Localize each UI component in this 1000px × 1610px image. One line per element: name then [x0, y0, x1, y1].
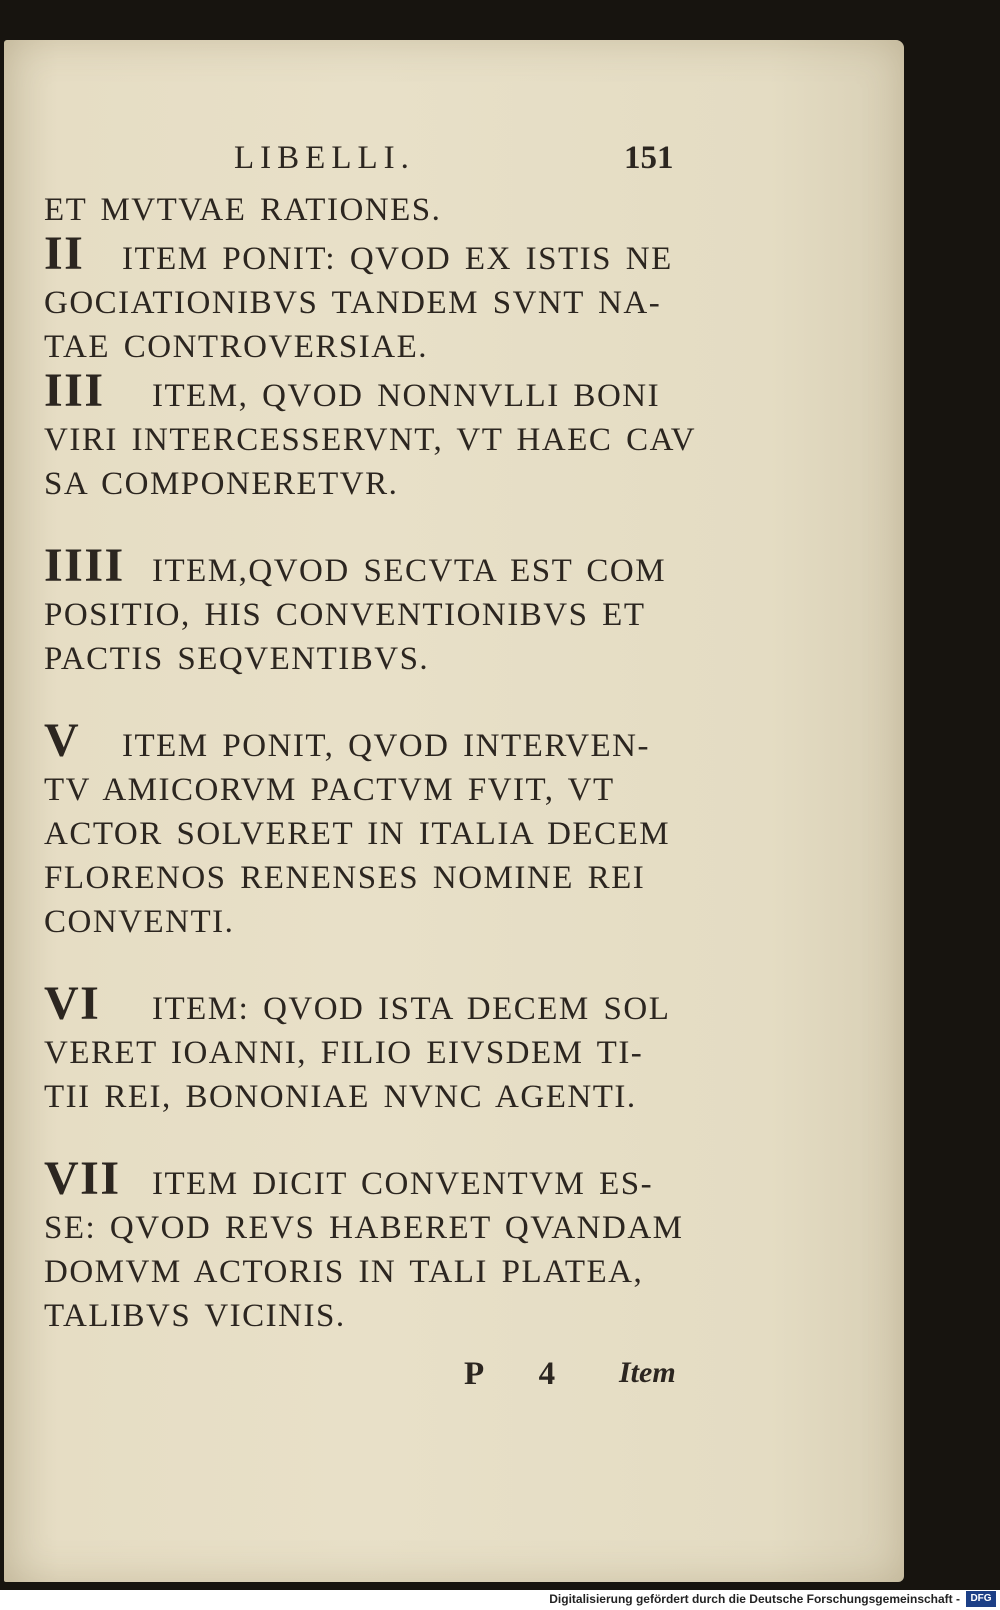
text-line: SA COMPONERETVR. [44, 466, 399, 502]
paragraph-iii [44, 364, 697, 506]
paragraph-numeral: VII [44, 1152, 121, 1205]
text-line: SE: QVOD REVS HABERET QVANDAM [44, 1210, 684, 1246]
dfg-logo: DFG [966, 1591, 996, 1607]
running-title: LIBELLI. [234, 140, 415, 176]
text-line [44, 714, 694, 768]
running-head [44, 140, 694, 188]
text-line [44, 977, 694, 1031]
text-line: TAE CONTROVERSIAE. [44, 329, 429, 365]
text-line-content: ITEM, QVOD NONNVLLI BONI [152, 378, 661, 414]
text-line [44, 539, 694, 593]
text-line-content: ITEM PONIT, QVOD INTERVEN- [122, 728, 651, 764]
paragraph-iiii [44, 539, 694, 681]
page-number: 151 [624, 140, 674, 176]
text-line: VIRI INTERCESSERVNT, VT HAEC CAV [44, 422, 697, 458]
text-line: PACTIS SEQVENTIBVS. [44, 641, 430, 677]
book-page [4, 40, 904, 1582]
text-line [44, 227, 694, 281]
paragraph-continuation [44, 188, 694, 232]
text-line: TII REI, BONONIAE NVNC AGENTI. [44, 1079, 637, 1115]
text-line: FLORENOS RENENSES NOMINE REI [44, 860, 646, 896]
text-line: VERET IOANNI, FILIO EIVSDEM TI- [44, 1035, 644, 1071]
funding-credit: Digitalisierung gefördert durch die Deutsche Forschungsgemeinschaft - [549, 1592, 960, 1606]
paragraph-ii [44, 227, 694, 369]
text-line: DOMVM ACTORIS IN TALI PLATEA, [44, 1254, 644, 1290]
signature-row [44, 1352, 694, 1412]
text-line: ACTOR SOLVERET IN ITALIA DECEM [44, 816, 671, 852]
paragraph-numeral: II [44, 227, 85, 280]
paragraph-numeral: IIII [44, 539, 125, 592]
paragraph-v [44, 714, 694, 944]
text-line: GOCIATIONIBVS TANDEM SVNT NA- [44, 285, 662, 321]
paragraph-numeral: III [44, 364, 105, 417]
catchword: Item [619, 1356, 676, 1389]
gathering-signature: P 4 [464, 1356, 580, 1392]
paragraph-numeral: V [44, 714, 81, 767]
text-line: TV AMICORVM PACTVM FVIT, VT [44, 772, 615, 808]
text-line-content: ITEM,QVOD SECVTA EST COM [152, 553, 667, 589]
paragraph-numeral: VI [44, 977, 101, 1030]
text-line: POSITIO, HIS CONVENTIONIBVS ET [44, 597, 646, 633]
text-line: CONVENTI. [44, 904, 235, 940]
text-line [44, 364, 694, 418]
paragraph-vi [44, 977, 694, 1119]
page-text-block [44, 140, 697, 1412]
paragraph-vii [44, 1152, 694, 1338]
text-line-content: ITEM PONIT: QVOD EX ISTIS NE [122, 241, 673, 277]
text-line-content: ITEM: QVOD ISTA DECEM SOL [152, 991, 671, 1027]
text-line: TALIBVS VICINIS. [44, 1298, 346, 1334]
text-line: ET MVTVAE RATIONES. [44, 192, 442, 228]
text-line-content: ITEM DICIT CONVENTVM ES- [152, 1166, 654, 1202]
text-line [44, 1152, 694, 1206]
